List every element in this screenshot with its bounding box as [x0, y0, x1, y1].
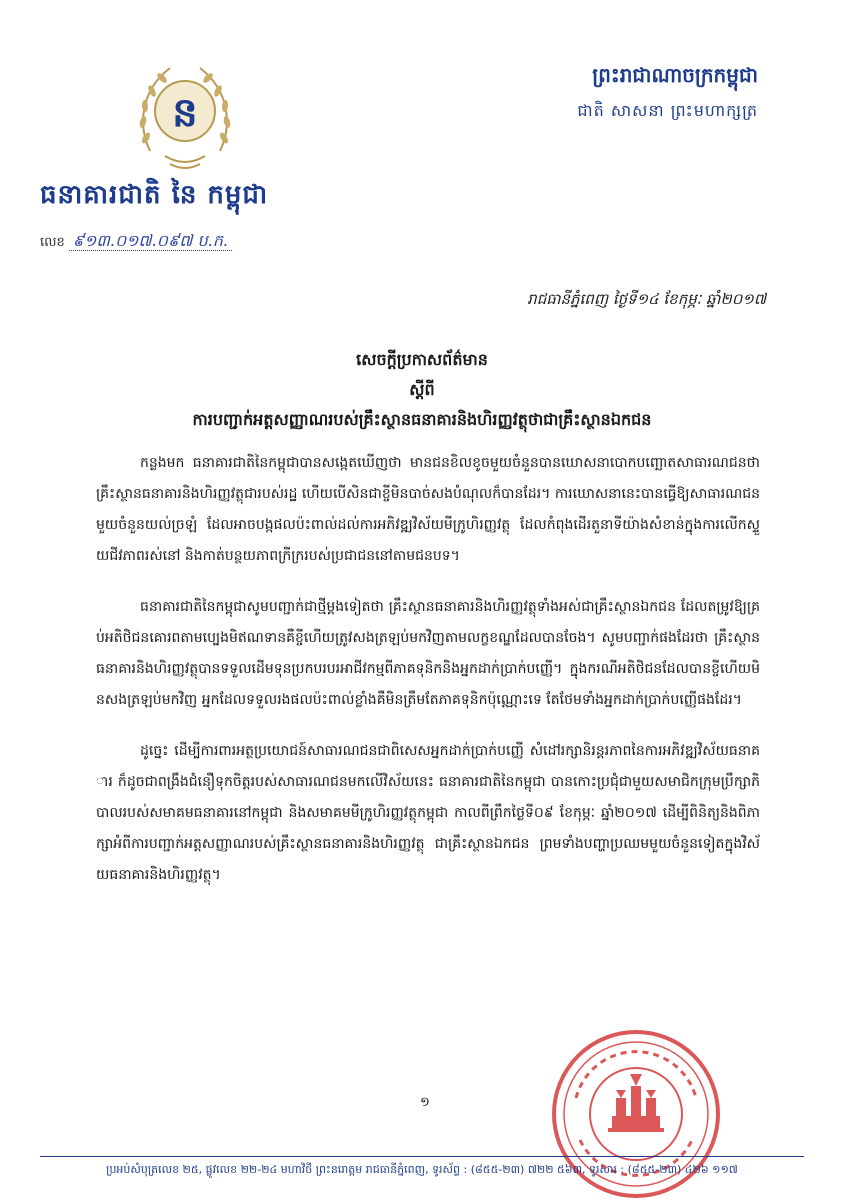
- bank-emblem-laurel-icon: [130, 56, 240, 176]
- reference-value: ៩១៣.០១៧.០៩៧ ប.ក.: [69, 231, 232, 251]
- title-line-3: ការបញ្ជាក់អត្តសញ្ញាណរបស់គ្រឹះស្ថានធនាគារនិងហិរញ្ញវត្ថុថាជាគ្រឹះស្ថានឯកជន: [192, 410, 652, 429]
- bank-emblem-logo: [130, 56, 240, 176]
- bank-name: ធនាគារជាតិ នៃ កម្ពុជា: [40, 180, 269, 210]
- paragraph-1: កន្លងមក ធនាគារជាតិនៃកម្ពុជាបានសង្កេតឃើញថា មានជនខិលខូចមួយចំនួនបានឃោសនាបោកបញ្ឆោតសាធារណជនថាគ្រឹះស្ថានធនាគារនិងហិរញ្ញវត្ថុជារបស់រដ្ឋ ហើយបើសិនជាខ្ចីមិនបាច់សងបំណុលក៏បានដែរ។ ការឃោសនានេះបានធ្វើឱ្យសាធារណជនមួយចំនួនយល់ច្រឡំ ដែលអាចបង្កផលប៉ះពាល់ដល់ការអភិវឌ្ឍវិស័យមីក្រូហិរញ្ញវត្ថុ ដែលកំពុងដើរតួនាទីយ៉ាងសំខាន់ក្នុងការលើកស្ទួយជីវភាពរស់នៅ និងកាត់បន្ថយភាពក្រីក្ររបស់ប្រជាជននៅតាមជនបទ។: [96, 455, 760, 564]
- reference-number: [40, 230, 232, 254]
- title-line-2: ស្តីពី: [409, 380, 435, 399]
- paragraph-2: ធនាគារជាតិនៃកម្ពុជាសូមបញ្ជាក់ជាថ្មីម្តងទៀតថា គ្រឹះស្ថានធនាគារនិងហិរញ្ញវត្ថុទាំងអស់ជាគ្រឹះស្ថានឯកជន ដែលតម្រូវឱ្យគ្រប់អតិថិជនគោរពតាមប្បេងមិឥណទានគឺខ្ចីហើយត្រូវសងត្រឡប់មកវិញតាមលក្ខខណ្ឌដែលបានចែង។ សូមបញ្ជាក់ផងដែរថា គ្រឹះស្ថានធនាគារនិងហិរញ្ញវត្ថុបានទទួលដើមទុនប្រកបរបរអាជីវកម្មពីភាគទុនិកនិងអ្នកដាក់ប្រាក់បញ្ញើ។ ក្នុងករណីអតិថិជនដែលបានខ្ចីហើយមិនសងត្រឡប់មកវិញ អ្នកដែលទទួលរងផលប៉ះពាល់ខ្លាំងគឺមិនត្រឹមតែភាគទុនិកប៉ុណ្ណោះទេ តែថែមទាំងអ្នកដាក់ប្រាក់បញ្ញើផងដែរ។: [96, 599, 760, 708]
- national-motto: ជាតិ សាសនា ព្រះមហាក្សត្រ: [577, 101, 758, 120]
- paragraph-3: ដូច្នេះ ដើម្បីការពារអត្ថប្រយោជន៍សាធារណជនជាពិសេសអ្នកដាក់ប្រាក់បញ្ញើ សំដៅរក្សានិរន្តរភាពនៃការអភិវឌ្ឍវិស័យធនាគារ ក៏ដូចជាពង្រឹងជំនឿទុកចិត្តរបស់សាធារណជនមកលើវិស័យនេះ ធនាគារជាតិនៃកម្ពុជា បានកោះប្រជុំជាមួយសមាជិកក្រុមប្រឹក្សាភិបាលរបស់សមាគមធនាគារនៅកម្ពុជា និងសមាគមមីក្រូហិរញ្ញវត្ថុកម្ពុជា កាលពីព្រឹកថ្ងៃទី០៩ ខែកុម្ភៈ ឆ្នាំ២០១៧ ដើម្បីពិនិត្យនិងពិភាក្សាអំពីការបញ្ជាក់អត្តសញ្ញាណរបស់គ្រឹះស្ថានធនាគារនិងហិរញ្ញវត្ថុ ជាគ្រឹះស្ថានឯកជន ព្រមទាំងបញ្ហាប្រឈមមួយចំនួនទៀតក្នុងវិស័យធនាគារនិងហិរញ្ញវត្ថុ។: [96, 743, 760, 883]
- date-line: រាជធានីភ្នំពេញ ថ្ងៃទី១៤ ខែកុម្ភៈ ឆ្នាំ២០១៧: [527, 290, 766, 308]
- document-body: [96, 448, 760, 911]
- kingdom-heading: [577, 62, 758, 124]
- logo-letter: ន: [172, 89, 198, 136]
- reference-label: លេខ: [40, 235, 65, 250]
- page-number: ១: [420, 1095, 430, 1110]
- document-title-block: [60, 345, 784, 435]
- letterhead-footer: ប្រអប់សំបុត្រលេខ ២៥, ផ្លូវលេខ ២២-២៤ មហាវិថី ព្រះនរោត្តម រាជធានីភ្នំពេញ, ទូរស័ព្ទ : (៨៥៥-២៣) ៧២២ ៥៦៣, ទូរសារ : (៨៥៥-២៣) ៤២៦ ១១៧: [40, 1156, 804, 1179]
- title-line-1: សេចក្តីប្រកាសព័ត៌មាន: [356, 350, 488, 369]
- kingdom-title: ព្រះរាជាណាចក្រកម្ពុជា: [592, 63, 758, 87]
